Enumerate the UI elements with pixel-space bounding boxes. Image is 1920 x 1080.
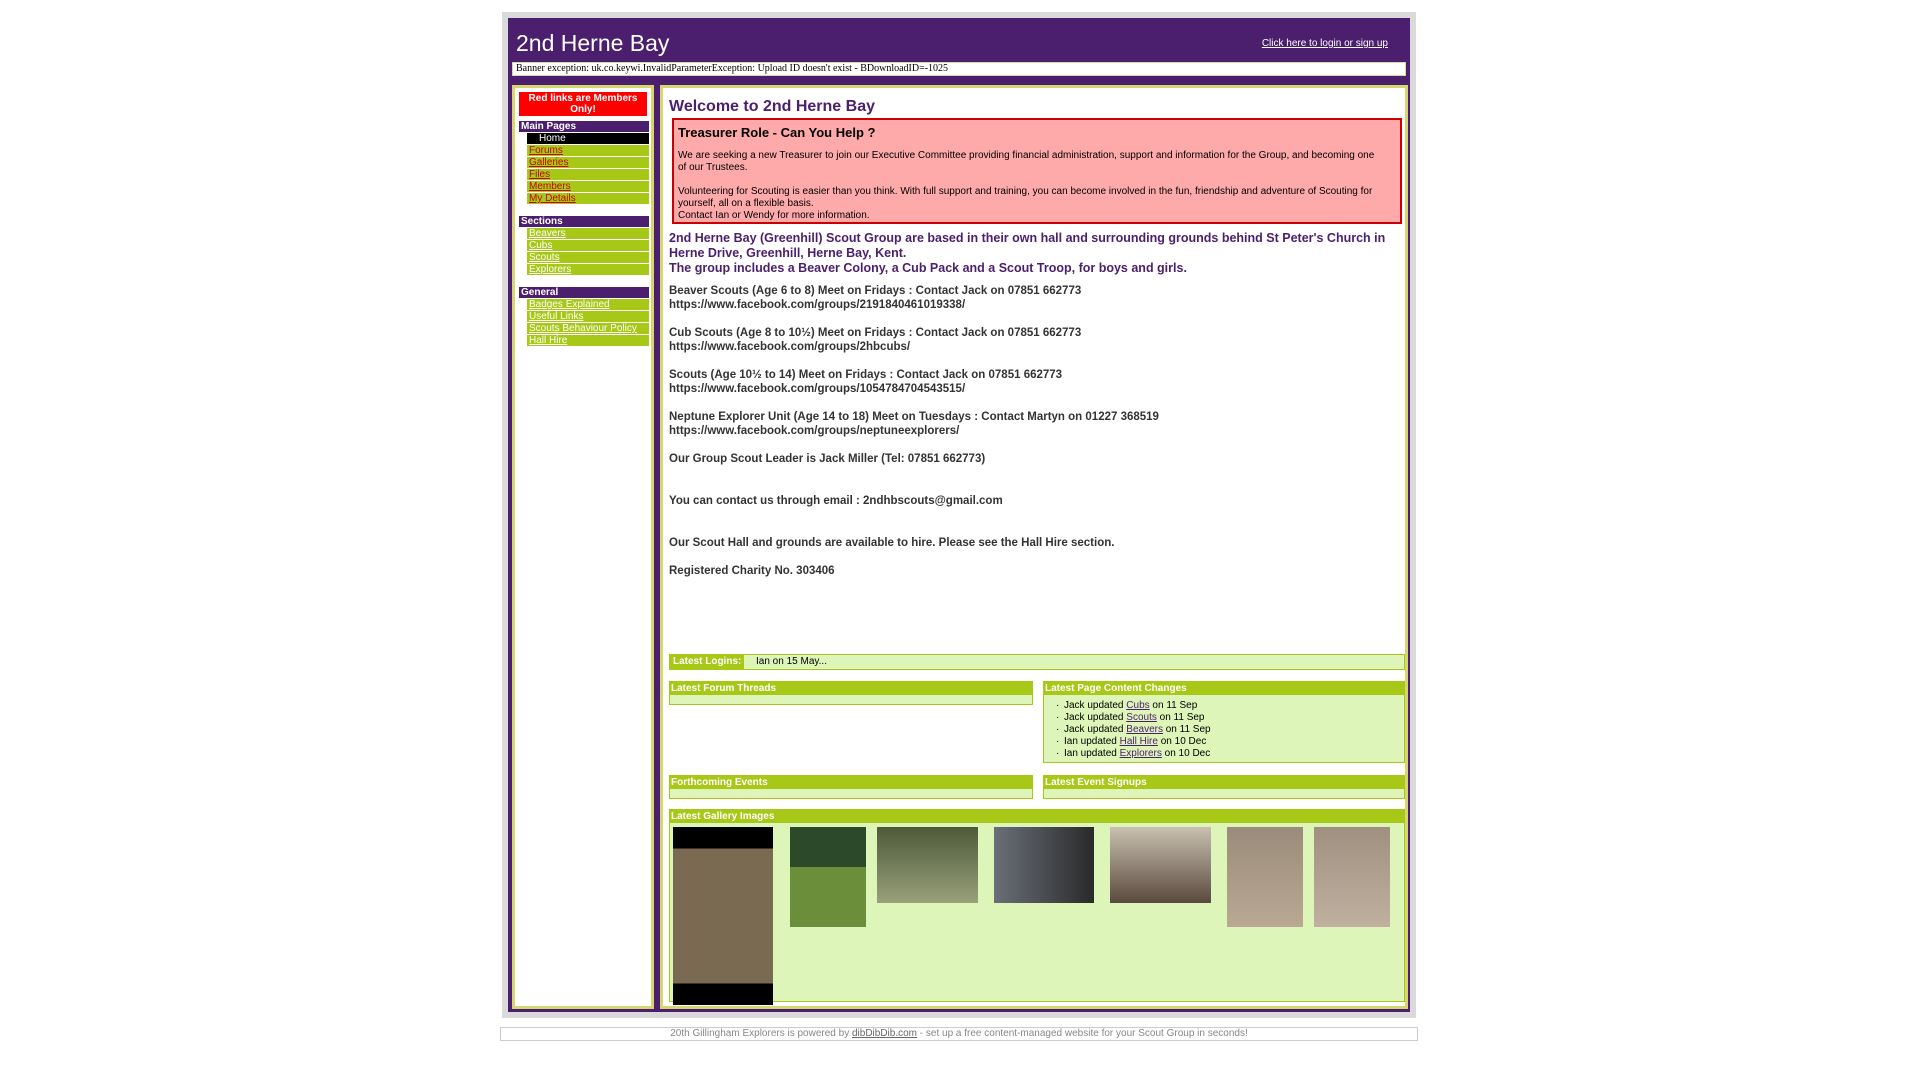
change-page-link[interactable]: Scouts: [1126, 712, 1157, 723]
footer: [500, 1027, 1418, 1041]
info-line: Beaver Scouts (Age 6 to 8) Meet on Fridays : Contact Jack on 07851 662773: [669, 285, 1082, 297]
latest-logins: [669, 654, 1405, 670]
change-when: on 10 Dec: [1164, 748, 1211, 759]
sidebar: [512, 85, 654, 1009]
site-title: 2nd Herne Bay: [516, 30, 670, 56]
gsl-info: Our Group Scout Leader is Jack Miller (Tel: 07851 662773): [669, 453, 986, 465]
info-url: https://www.facebook.com/groups/neptuneexplorers/: [669, 425, 960, 437]
sidebar-item-badges-explained[interactable]: Badges Explained: [519, 299, 649, 310]
notice-paragraph: Contact Ian or Wendy for more information.: [678, 210, 870, 221]
changes-list: [1058, 700, 1211, 760]
gallery-thumbnail[interactable]: [673, 827, 773, 1005]
latest-logins-label: Latest Logins:: [670, 655, 744, 669]
sidebar-item-galleries[interactable]: Galleries: [519, 157, 649, 168]
forum-threads-panel: [669, 681, 1033, 705]
sidebar-item-behaviour-policy[interactable]: Scouts Behaviour Policy: [519, 323, 649, 334]
sidebar-item-beavers[interactable]: Beavers: [519, 228, 649, 239]
list-item: [1058, 724, 1211, 736]
gallery-thumbnail[interactable]: [1110, 827, 1211, 903]
sidebar-item-useful-links[interactable]: Useful Links: [519, 311, 649, 322]
intro-line: 2nd Herne Bay (Greenhill) Scout Group are based in their own hall and surrounding grounds behind St Peter's Church in Herne Drive, Greenhill, Herne Bay, Kent.: [669, 231, 1386, 260]
signups-panel: [1043, 775, 1405, 799]
banner-error: Banner exception: uk.co.keywi.InvalidParameterException: Upload ID doesn't exist - BDownloadID=-1025: [512, 62, 1406, 76]
explorers-info: [669, 410, 1399, 438]
events-panel: [669, 775, 1033, 799]
page-container: [508, 18, 1410, 1012]
login-link[interactable]: Click here to login or sign up: [1261, 38, 1388, 49]
gallery-thumbnail[interactable]: [994, 827, 1094, 903]
notice-paragraph: Volunteering for Scouting is easier than you think. With full support and training, you can become involved in the fun, friendship and adventure of Scouting for yourself, all on a flexible basis.: [678, 186, 1373, 209]
change-page-link[interactable]: Hall Hire: [1119, 736, 1158, 747]
page-changes-panel: [1043, 681, 1405, 763]
footer-text: - set up a free content-managed website for your Scout Group in seconds!: [919, 1028, 1248, 1039]
sidebar-item-files[interactable]: Files: [519, 169, 649, 180]
change-who: Jack updated: [1064, 700, 1124, 711]
gallery-panel: [669, 809, 1405, 1002]
info-line: Cub Scouts (Age 8 to 10½) Meet on Fridays : Contact Jack on 07851 662773: [669, 327, 1082, 339]
intro-text: [669, 231, 1389, 276]
info-line: Scouts (Age 10½ to 14) Meet on Fridays : Contact Jack on 07851 662773: [669, 369, 1063, 381]
charity-info: Registered Charity No. 303406: [669, 565, 835, 577]
change-when: on 11 Sep: [1165, 724, 1211, 735]
list-item: [1058, 736, 1211, 748]
change-who: Jack updated: [1064, 724, 1124, 735]
change-page-link[interactable]: Explorers: [1119, 748, 1162, 759]
change-who: Ian updated: [1064, 736, 1117, 747]
sidebar-item-home[interactable]: Home: [519, 133, 649, 144]
sidebar-item-members[interactable]: Members: [519, 181, 649, 192]
change-page-link[interactable]: Cubs: [1126, 700, 1150, 711]
info-url: https://www.facebook.com/groups/2hbcubs/: [669, 341, 911, 353]
gallery-thumbnail[interactable]: [1227, 827, 1303, 927]
panel-heading: Latest Event Signups: [1044, 776, 1404, 789]
sidebar-item-cubs[interactable]: Cubs: [519, 240, 649, 251]
sidebar-item-scouts[interactable]: Scouts: [519, 252, 649, 263]
members-only-note: Red links are Members Only!: [519, 92, 647, 116]
change-when: on 10 Dec: [1160, 736, 1207, 747]
info-line: Neptune Explorer Unit (Age 14 to 18) Meet on Tuesdays : Contact Martyn on 01227 368519: [669, 411, 1159, 423]
beavers-info: [669, 284, 1399, 312]
main-content: [660, 85, 1408, 1009]
sidebar-item-forums[interactable]: Forums: [519, 145, 649, 156]
panel-heading: Latest Gallery Images: [670, 810, 1404, 823]
nav-heading-general: General: [519, 287, 649, 298]
sidebar-item-my-details[interactable]: My Details: [519, 193, 649, 204]
intro-line: The group includes a Beaver Colony, a Cub Pack and a Scout Troop, for boys and girls.: [669, 261, 1187, 275]
change-who: Jack updated: [1064, 712, 1124, 723]
cubs-info: [669, 326, 1399, 354]
notice-body: [678, 150, 1378, 234]
email-info: You can contact us through email : 2ndhbscouts@gmail.com: [669, 495, 1003, 507]
footer-link[interactable]: dibDibDib.com: [851, 1028, 918, 1039]
change-page-link[interactable]: Beavers: [1126, 724, 1163, 735]
change-when: on 11 Sep: [1159, 712, 1205, 723]
page-title: Welcome to 2nd Herne Bay: [669, 98, 875, 115]
gallery-thumbnail[interactable]: [1314, 827, 1390, 927]
sidebar-item-hall-hire[interactable]: Hall Hire: [519, 335, 649, 346]
sidebar-item-explorers[interactable]: Explorers: [519, 264, 649, 275]
change-who: Ian updated: [1064, 748, 1117, 759]
gallery-thumbnail[interactable]: [790, 827, 866, 927]
footer-text: 20th Gillingham Explorers is powered by: [670, 1028, 850, 1039]
nav-heading-main-pages: Main Pages: [519, 121, 649, 132]
change-when: on 11 Sep: [1152, 700, 1198, 711]
page-frame: [502, 12, 1416, 1018]
panel-heading: Latest Page Content Changes: [1044, 682, 1404, 695]
info-url: https://www.facebook.com/groups/2191840461019338/: [669, 299, 966, 311]
list-item: [1058, 700, 1211, 712]
hire-info: Our Scout Hall and grounds are available to hire. Please see the Hall Hire section.: [669, 537, 1115, 549]
info-url: https://www.facebook.com/groups/1054784704543515/: [669, 383, 966, 395]
list-item: [1058, 748, 1211, 760]
notice-title: Treasurer Role - Can You Help ?: [678, 125, 876, 140]
nav-heading-sections: Sections: [519, 216, 649, 227]
gallery-thumbnail[interactable]: [877, 827, 978, 903]
notice-paragraph: We are seeking a new Treasurer to join our Executive Committee providing financial administration, support and information for the Group, and becoming one of our Trustees.: [678, 150, 1375, 173]
scouts-info: [669, 368, 1399, 396]
list-item: [1058, 712, 1211, 724]
sidebar-inner: [515, 88, 651, 1006]
latest-logins-value: Ian on 15 May...: [756, 656, 827, 667]
treasurer-notice: [672, 118, 1402, 224]
panel-heading: Forthcoming Events: [670, 776, 1032, 789]
main-inner: [663, 88, 1405, 1006]
panel-heading: Latest Forum Threads: [670, 682, 1032, 695]
